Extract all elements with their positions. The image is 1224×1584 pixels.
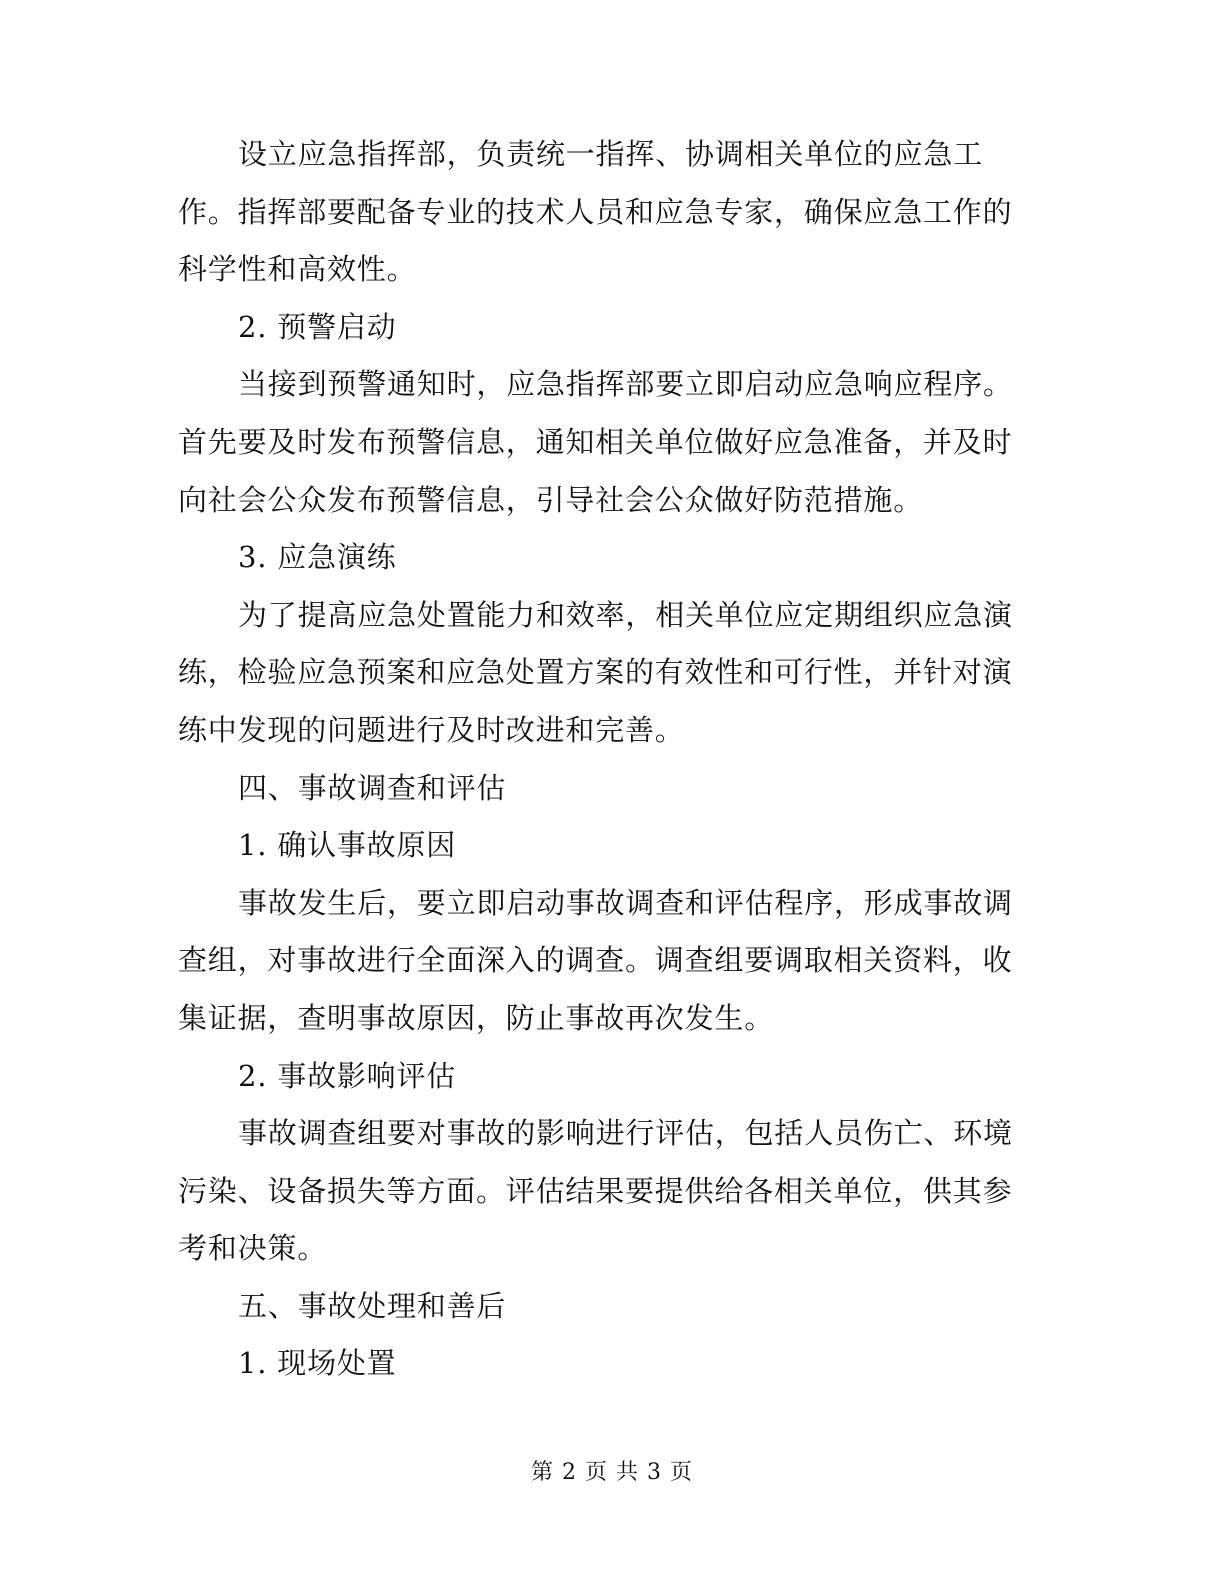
paragraph-line: 集证据，查明事故原因，防止事故再次发生。 <box>178 1000 775 1035</box>
section-heading: 1. 确认事故原因 <box>238 828 457 863</box>
chapter-heading: 五、事故处理和善后 <box>238 1288 507 1323</box>
paragraph-line: 事故调查组要对事故的影响进行评估，包括人员伤亡、环境 <box>238 1116 1013 1151</box>
paragraph-line: 查组，对事故进行全面深入的调查。调查组要调取相关资料，收 <box>178 943 1013 978</box>
paragraph-line: 首先要及时发布预警信息，通知相关单位做好应急准备，并及时 <box>178 424 1013 459</box>
page-number: 第 2 页 共 3 页 <box>531 1460 693 1485</box>
section-heading: 1. 现场处置 <box>238 1346 397 1381</box>
section-heading: 2. 预警启动 <box>238 309 397 344</box>
paragraph-line: 设立应急指挥部，负责统一指挥、协调相关单位的应急工 <box>238 137 984 171</box>
paragraph-line: 考和决策。 <box>178 1231 328 1266</box>
section-heading: 2. 事故影响评估 <box>238 1058 457 1093</box>
document-body <box>178 126 1020 1393</box>
paragraph-line: 污染、设备损失等方面。评估结果要提供给各相关单位，供其参 <box>178 1173 1013 1208</box>
paragraph-line: 练，检验应急预案和应急处置方案的有效性和可行性，并针对演 <box>178 655 1013 690</box>
page-footer <box>0 1458 1224 1488</box>
paragraph-line: 事故发生后，要立即启动事故调查和评估程序，形成事故调 <box>238 885 1013 920</box>
paragraph-line: 科学性和高效性。 <box>178 252 417 287</box>
paragraph-line: 作。指挥部要配备专业的技术人员和应急专家，确保应急工作的 <box>178 194 1013 229</box>
section-heading: 3. 应急演练 <box>238 540 397 575</box>
paragraph-line: 向社会公众发布预警信息，引导社会公众做好防范措施。 <box>178 482 924 517</box>
paragraph-line: 练中发现的问题进行及时改进和完善。 <box>178 712 685 747</box>
chapter-heading: 四、事故调查和评估 <box>238 770 507 805</box>
paragraph-line: 为了提高应急处置能力和效率，相关单位应定期组织应急演 <box>238 597 1013 632</box>
paragraph-line: 当接到预警通知时，应急指挥部要立即启动应急响应程序。 <box>238 367 1013 402</box>
